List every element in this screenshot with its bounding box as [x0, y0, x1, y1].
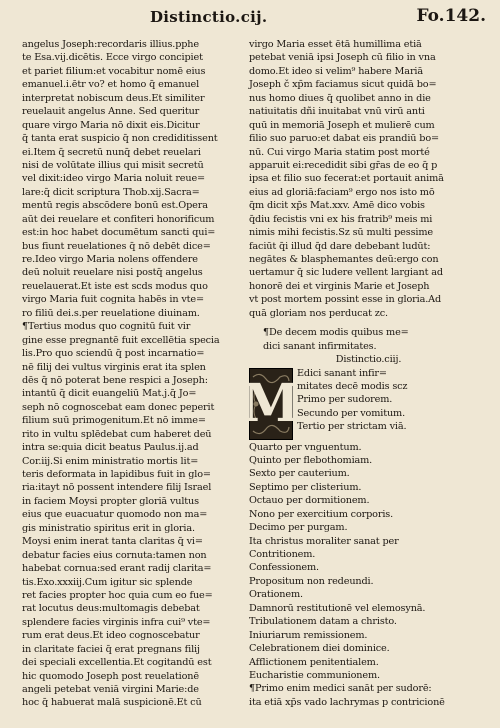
text-line: lis.Pro quo sciendū q̄ post incarnatio= — [22, 348, 205, 360]
list-line: Damnorū restitutionē vel elemosynā. — [249, 602, 426, 614]
running-head: Distinctio.cij. — [150, 8, 268, 26]
text-line: reuelauit angelus Anne. Sed queritur — [22, 106, 200, 118]
text-line: ret facies propter hoc quia cum eo fue= — [22, 589, 213, 601]
text-line: eius que euacuatur quomodo non ma= — [22, 509, 208, 521]
text-line: debatur facies eius cornuta:tamen non — [22, 549, 207, 561]
list-line: Propositum non redeundi. — [249, 575, 374, 587]
list-line: Decimo per purgam. — [249, 522, 348, 534]
text-line: Primo per sudorem. — [297, 394, 393, 406]
text-line: splendere facies virginis infra cui⁹ vte= — [22, 616, 211, 628]
text-line: Moysi enim inerat tanta claritas q̄ vi= — [22, 536, 203, 548]
text-line: q̄ tanta erat suspicio q̄ non crediditissent — [22, 133, 218, 145]
text-line: hoc q̄ habuerat malā suspicionē.Et cū — [22, 697, 202, 709]
initial-adjacent-lines — [297, 367, 474, 434]
text-line: dēs q̄ nō poterat bene respici a Joseph: — [22, 374, 208, 386]
list-line: Ita christus moraliter sanat per — [249, 535, 399, 547]
text-line: gis ministratio spiritus erit in gloria. — [22, 522, 195, 534]
text-line: aūt dei reuelare et confiteri honorificum — [22, 213, 215, 225]
remedy-list — [249, 441, 474, 710]
text-line: natiuitatis dñi inuitabat vnū virū anti — [249, 106, 425, 118]
text-line: emanuel.i.ētr vo? et homo q̄ emanuel — [22, 79, 200, 91]
right-text-column — [242, 38, 474, 709]
chapter-title-line-2: dici sanant infirmitates. — [263, 340, 377, 352]
text-line: seph nō cognoscebat eam donec peperit — [22, 401, 215, 413]
list-line: Eucharistie communionem. — [249, 669, 380, 681]
list-line: Orationem. — [249, 589, 303, 601]
text-line: mitates decē modis scz — [297, 380, 408, 392]
chapter-title-line-1: ¶De decem modis quibus me= — [263, 327, 409, 339]
text-line: uertamur q̄ sic ludere vellent largiant ad — [249, 267, 443, 279]
text-line: tis.Exo.xxxiij.Cum igitur sic splende — [22, 576, 193, 588]
text-line: rum erat deus.Et ideo cognoscebatur — [22, 630, 200, 642]
left-text-column — [22, 38, 237, 710]
list-line: Quarto per vnguentum. — [249, 441, 362, 453]
text-line: ria:itayt nō possent intendere filij Israel — [22, 482, 212, 494]
text-line: reuelauerat.Et iste est scds modus quo — [22, 280, 208, 292]
text-line: angelus Joseph:recordaris illius.pphe — [22, 39, 199, 50]
text-line: ¶Tertius modus quo cognitū fuit vir — [22, 321, 191, 333]
text-line: in faciem Moysi propter gloriā vultus — [22, 495, 199, 507]
list-line: ¶Primo enim medici sanāt per sudorē: — [249, 683, 432, 695]
text-line: nū. Cui virgo Maria statim post morté — [249, 146, 430, 158]
text-line: dei speciali excellentia.Et cogitandū est — [22, 657, 212, 669]
text-line: nisi de volūtate illius qui misit secretū — [22, 159, 204, 171]
text-line: ipsa et filio suo fecerat:et portauit animā — [249, 173, 444, 185]
text-line: ei.Item q̄ secretū nunq̄ debet reuelari — [22, 146, 201, 158]
text-line: te Esa.vij.dicētis. Ecce virgo concipiet — [22, 52, 203, 64]
list-line: Iniuriarum remissionem. — [249, 629, 368, 641]
text-line: angeli petebat veniā virgini Marie:de — [22, 684, 199, 695]
list-line: Afflictionem penitentialem. — [249, 656, 379, 668]
list-line: Celebrationem diei dominice. — [249, 643, 390, 655]
distinctio-label: Distinctio.ciij. — [335, 354, 402, 366]
text-line: in claritate faciei q̄ erat pregnans filij — [22, 643, 200, 655]
text-line: intantū q̄ dicit euangeliū Mat.j.q̄ Jo= — [22, 388, 197, 400]
text-line: mentū regis abscōdere bonū est.Opera — [22, 200, 208, 212]
initial-paragraph — [242, 367, 474, 441]
folio-number: Fo.142. — [416, 6, 486, 26]
text-line: re.Ideo virgo Maria nolens offendere — [22, 254, 198, 265]
text-line: Secundo per vomitum. — [297, 407, 406, 419]
text-line: domo.Et ideo si velim⁹ habere Mariā — [249, 65, 423, 77]
initial-letter: M — [242, 372, 300, 434]
text-line: negātes & blasphemantes deū:ergo con — [249, 254, 439, 265]
list-line: Octauo per dormitionem. — [249, 495, 370, 507]
list-line: Tribulationem datam a christo. — [249, 616, 397, 628]
text-line: apparuit ei:recedidit sibi gr̄as de eo q̄ p — [249, 159, 438, 171]
text-line: nē filij dei vultus virginis erat ita splen — [22, 361, 206, 373]
text-line: quū in memoriā Joseph et mulierē cum — [249, 119, 435, 131]
list-line: Nono per exercitium corporis. — [249, 508, 394, 520]
text-line: eius ad gloriā:faciam⁹ ergo nos isto mō — [249, 186, 435, 198]
text-line: teris deformata in lapidibus fuit in glo= — [22, 469, 211, 480]
list-line: Contritionem. — [249, 549, 316, 560]
text-line: honorē dei et virginis Marie et Joseph — [249, 280, 430, 292]
decorated-initial-icon — [242, 368, 300, 440]
text-line: quā gloriam nos perducat zc. — [249, 307, 388, 319]
text-line: Tertio per strictam viā. — [297, 421, 407, 433]
text-line: intra se:quia dicit beatus Paulus.ij.ad — [22, 442, 199, 454]
text-line: Cor.iij.Si enim ministratio mortis lit= — [22, 455, 199, 467]
text-line: et pariet filium:et vocabitur nomē eius — [22, 65, 206, 77]
text-line: vel dixit:ideo virgo Maria noluit reue= — [22, 173, 206, 185]
text-line: Edici sanant infir= — [297, 367, 387, 379]
text-line: quare virgo Maria nō dixit eis.Dicitur — [22, 119, 200, 131]
text-line: lare:q̄ dicit scriptura Thob.xij.Sacra= — [22, 186, 200, 198]
list-line: Confessionem. — [249, 562, 319, 574]
text-line: virgo Maria fuit cognita habēs in vte= — [22, 294, 204, 306]
list-line: Quinto per flebothomiam. — [249, 454, 373, 466]
text-line: vt post mortem possint esse in gloria.Ad — [249, 294, 442, 306]
text-line: filium suū primogenitum.Et nō imme= — [22, 415, 206, 427]
text-line: interpretat nobiscum deus.Et similiter — [22, 92, 205, 104]
text-line: rat locutus deus:multomagis debebat — [22, 603, 200, 615]
text-line: petebat veniā ipsi Joseph cū filio in vna — [249, 52, 436, 64]
text-line: gine esse pregnantē fuit excellētia specia — [22, 334, 220, 346]
text-line: bus fiunt reuelationes q̄ nō debēt dice= — [22, 240, 211, 252]
text-line: Joseph č xp̄m faciamus sicut quidā bo= — [249, 79, 437, 91]
list-line: Sexto per cauterium. — [249, 468, 350, 480]
text-line: est:in hoc habet documētum sancti qui= — [22, 227, 216, 239]
text-line: deū noluit reuelare nisi postq̄ angelus — [22, 267, 203, 279]
text-line: habebat cornua:sed erant radij clarita= — [22, 563, 212, 575]
text-line: nimis mihi fecistis.Sz sū multi pessime — [249, 227, 433, 239]
right-column-top-text — [249, 38, 474, 320]
text-line: nus homo diues q̄ quolibet anno in die — [249, 92, 431, 104]
text-line: faciūt q̄i illud q̄d dare debebant ludūt: — [249, 240, 431, 252]
text-line: rito in vultu splēdebat cum haberet deū — [22, 428, 212, 440]
page-header — [150, 6, 486, 30]
list-line: Septimo per clisterium. — [249, 481, 362, 493]
text-line: filio suo paruo:et dabat eis prandiū bo= — [249, 133, 439, 145]
text-line: q̄diu fecistis vni ex his fratrib⁹ meis mi — [249, 213, 433, 225]
text-line: q̄m dicit xp̄s Mat.xxv. Amē dico vobis — [249, 200, 425, 212]
text-line: hic quomodo Joseph post reuelationē — [22, 670, 199, 682]
list-line: ita etiā xp̄s vado lachrymas p contricionē — [249, 696, 445, 708]
text-line: ro filiū dei.s.per reuelatione diuinam. — [22, 307, 200, 319]
text-line: virgo Maria esset ētā humillima etiā — [249, 39, 422, 50]
